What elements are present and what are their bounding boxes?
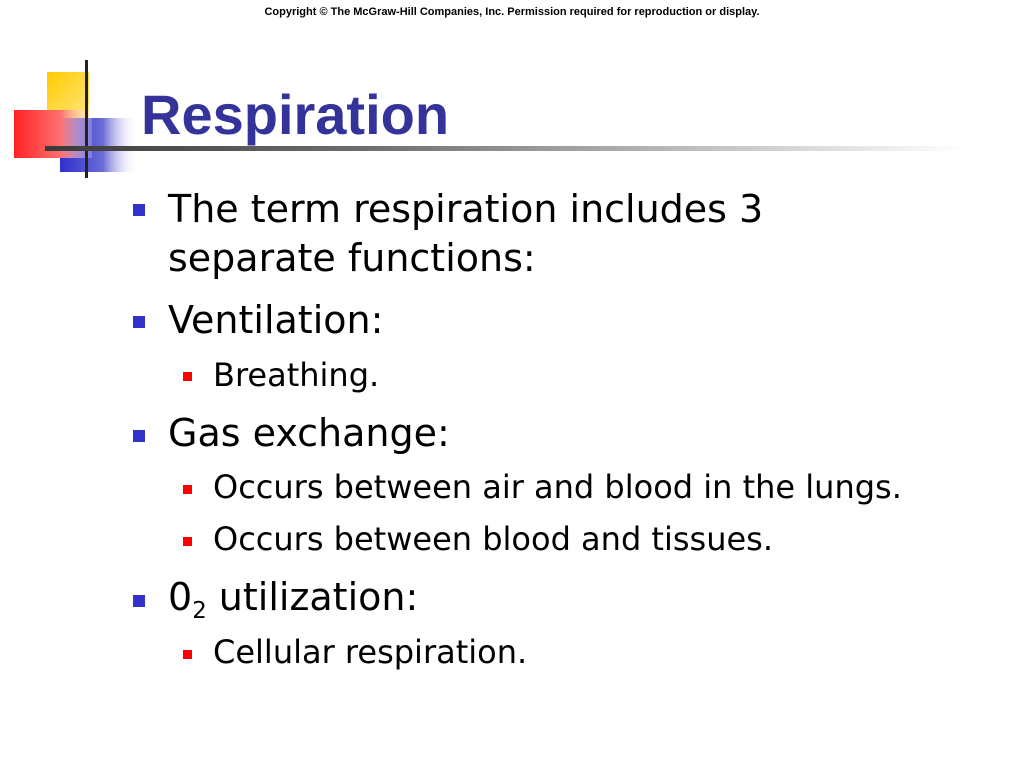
sub-bullet-item: Cellular respiration. xyxy=(213,633,528,671)
bullet-item xyxy=(168,573,419,624)
bullet-item: Ventilation: xyxy=(168,298,384,342)
bullet-item: The term respiration includes 3 xyxy=(168,187,764,231)
o2-subscript: 2 xyxy=(192,597,207,624)
sub-bullet-item: Occurs between air and blood in the lungs. xyxy=(213,468,902,506)
bullet-marker xyxy=(133,316,145,328)
bullet-item-continuation: separate functions: xyxy=(168,236,536,280)
slide-title: Respiration xyxy=(141,83,450,146)
o2-label: utilization: xyxy=(206,575,419,619)
sub-bullet-item: Occurs between blood and tissues. xyxy=(213,520,774,558)
o2-symbol: 0 xyxy=(168,575,193,619)
bullet-marker xyxy=(133,430,145,442)
bullet-marker xyxy=(133,204,145,216)
bullet-item: Gas exchange: xyxy=(168,411,450,455)
copyright-notice: Copyright © The McGraw-Hill Companies, Inc. Permission required for reproduction or display. xyxy=(264,6,760,18)
sub-bullet-item: Breathing. xyxy=(213,356,380,394)
sub-bullet-marker xyxy=(183,372,192,381)
sub-bullet-marker xyxy=(183,537,192,546)
sub-bullet-marker xyxy=(183,485,192,494)
sub-bullet-marker xyxy=(183,650,192,659)
bullet-marker xyxy=(133,595,145,607)
